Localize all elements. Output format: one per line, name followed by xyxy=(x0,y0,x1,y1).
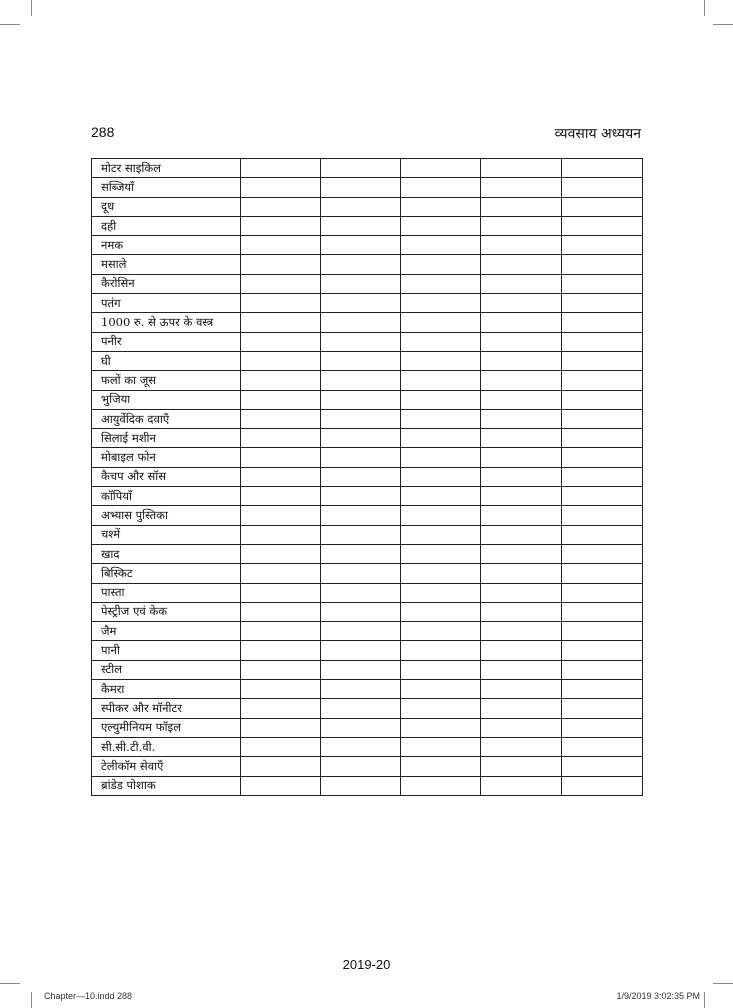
blank-cell xyxy=(401,757,481,776)
blank-cell xyxy=(481,544,562,563)
blank-cell xyxy=(321,564,401,583)
blank-cell xyxy=(241,776,321,795)
blank-cell xyxy=(481,776,562,795)
blank-cell xyxy=(241,602,321,621)
blank-cell xyxy=(481,680,562,699)
item-label: मोटर साइकिल xyxy=(92,159,241,178)
item-label: पानी xyxy=(92,641,241,660)
blank-cell xyxy=(401,390,481,409)
table-row xyxy=(92,525,643,544)
blank-cell xyxy=(562,294,643,313)
table-row xyxy=(92,313,643,332)
item-label: सब्जियाँ xyxy=(92,178,241,197)
blank-cell xyxy=(321,680,401,699)
blank-cell xyxy=(241,197,321,216)
item-label: मोबाइल फोन xyxy=(92,448,241,467)
blank-cell xyxy=(401,429,481,448)
item-label: मसाले xyxy=(92,255,241,274)
blank-cell xyxy=(321,757,401,776)
blank-cell xyxy=(321,429,401,448)
item-label: खाद xyxy=(92,544,241,563)
blank-cell xyxy=(241,216,321,235)
item-label: टेलीकॉम सेवाएँ xyxy=(92,757,241,776)
blank-cell xyxy=(562,718,643,737)
blank-cell xyxy=(401,506,481,525)
blank-cell xyxy=(562,409,643,428)
blank-cell xyxy=(562,602,643,621)
blank-cell xyxy=(481,429,562,448)
table-row xyxy=(92,718,643,737)
blank-cell xyxy=(321,660,401,679)
item-label: कैरोसिन xyxy=(92,274,241,293)
blank-cell xyxy=(481,371,562,390)
table-row xyxy=(92,178,643,197)
blank-cell xyxy=(562,390,643,409)
item-label: सी.सी.टी.वी. xyxy=(92,737,241,756)
table-row xyxy=(92,351,643,370)
item-label: पास्ता xyxy=(92,583,241,602)
blank-cell xyxy=(321,351,401,370)
blank-cell xyxy=(562,159,643,178)
blank-cell xyxy=(481,641,562,660)
blank-cell xyxy=(562,583,643,602)
blank-cell xyxy=(401,544,481,563)
table-row xyxy=(92,274,643,293)
item-label: दूध xyxy=(92,197,241,216)
print-slug-timestamp: 1/9/2019 3:02:35 PM xyxy=(616,991,700,1001)
blank-cell xyxy=(562,197,643,216)
table-row xyxy=(92,409,643,428)
blank-cell xyxy=(481,236,562,255)
blank-cell xyxy=(321,602,401,621)
blank-cell xyxy=(401,313,481,332)
blank-cell xyxy=(481,313,562,332)
blank-cell xyxy=(241,544,321,563)
blank-cell xyxy=(481,506,562,525)
blank-cell xyxy=(321,641,401,660)
blank-cell xyxy=(401,351,481,370)
item-label: कैमरा xyxy=(92,680,241,699)
blank-cell xyxy=(241,564,321,583)
blank-cell xyxy=(321,525,401,544)
crop-mark xyxy=(31,992,32,1008)
blank-cell xyxy=(481,737,562,756)
blank-cell xyxy=(481,294,562,313)
blank-cell xyxy=(401,718,481,737)
item-label: स्टील xyxy=(92,660,241,679)
table-row xyxy=(92,757,643,776)
blank-cell xyxy=(562,737,643,756)
blank-cell xyxy=(401,776,481,795)
blank-cell xyxy=(401,525,481,544)
table-row xyxy=(92,448,643,467)
blank-cell xyxy=(241,622,321,641)
item-label: सिलाई मशीन xyxy=(92,429,241,448)
blank-cell xyxy=(401,622,481,641)
blank-cell xyxy=(562,641,643,660)
blank-cell xyxy=(481,178,562,197)
item-label: जैम xyxy=(92,622,241,641)
blank-cell xyxy=(562,525,643,544)
blank-cell xyxy=(241,371,321,390)
blank-cell xyxy=(401,274,481,293)
item-label: पतंग xyxy=(92,294,241,313)
table-row xyxy=(92,487,643,506)
blank-cell xyxy=(241,448,321,467)
blank-cell xyxy=(401,467,481,486)
table-row xyxy=(92,371,643,390)
blank-cell xyxy=(562,332,643,351)
table-row xyxy=(92,699,643,718)
blank-cell xyxy=(321,467,401,486)
blank-cell xyxy=(241,757,321,776)
blank-cell xyxy=(562,660,643,679)
blank-cell xyxy=(321,776,401,795)
item-label: एल्युमीनियम फॉइल xyxy=(92,718,241,737)
blank-cell xyxy=(562,371,643,390)
table-row xyxy=(92,737,643,756)
blank-cell xyxy=(241,506,321,525)
item-label: स्पीकर और मॉनीटर xyxy=(92,699,241,718)
blank-cell xyxy=(481,216,562,235)
table-row xyxy=(92,332,643,351)
blank-cell xyxy=(562,506,643,525)
blank-cell xyxy=(562,544,643,563)
blank-cell xyxy=(321,544,401,563)
blank-cell xyxy=(241,409,321,428)
blank-cell xyxy=(321,294,401,313)
blank-cell xyxy=(321,622,401,641)
blank-cell xyxy=(321,159,401,178)
blank-cell xyxy=(401,583,481,602)
blank-cell xyxy=(401,487,481,506)
blank-cell xyxy=(241,313,321,332)
blank-cell xyxy=(481,448,562,467)
item-label: कॉपियाँ xyxy=(92,487,241,506)
blank-cell xyxy=(401,448,481,467)
table-row xyxy=(92,602,643,621)
blank-cell xyxy=(321,332,401,351)
blank-cell xyxy=(562,564,643,583)
crop-mark xyxy=(713,24,733,25)
blank-cell xyxy=(321,448,401,467)
blank-cell xyxy=(481,409,562,428)
blank-cell xyxy=(481,351,562,370)
blank-cell xyxy=(401,197,481,216)
item-label: बिस्किट xyxy=(92,564,241,583)
blank-cell xyxy=(401,371,481,390)
blank-cell xyxy=(401,699,481,718)
blank-cell xyxy=(321,583,401,602)
table-row xyxy=(92,583,643,602)
blank-cell xyxy=(481,660,562,679)
blank-cell xyxy=(321,506,401,525)
blank-cell xyxy=(241,699,321,718)
blank-cell xyxy=(481,274,562,293)
blank-cell xyxy=(481,255,562,274)
blank-cell xyxy=(241,583,321,602)
table-row xyxy=(92,622,643,641)
page-number: 288 xyxy=(91,124,115,140)
item-label: चश्में xyxy=(92,525,241,544)
blank-cell xyxy=(562,178,643,197)
blank-cell xyxy=(562,776,643,795)
blank-cell xyxy=(321,236,401,255)
blank-cell xyxy=(241,159,321,178)
blank-cell xyxy=(241,390,321,409)
blank-cell xyxy=(562,487,643,506)
blank-cell xyxy=(241,487,321,506)
blank-cell xyxy=(562,699,643,718)
blank-cell xyxy=(562,448,643,467)
blank-cell xyxy=(321,216,401,235)
blank-cell xyxy=(562,622,643,641)
blank-cell xyxy=(321,409,401,428)
edition-year: 2019-20 xyxy=(342,957,391,972)
blank-cell xyxy=(241,351,321,370)
blank-cell xyxy=(401,660,481,679)
table-row xyxy=(92,641,643,660)
blank-cell xyxy=(241,467,321,486)
blank-cell xyxy=(241,660,321,679)
crop-mark xyxy=(704,992,705,1008)
blank-cell xyxy=(481,197,562,216)
crop-mark xyxy=(31,0,32,16)
item-label: दही xyxy=(92,216,241,235)
blank-cell xyxy=(481,332,562,351)
blank-cell xyxy=(562,216,643,235)
items-table-body xyxy=(92,159,643,796)
item-label: घी xyxy=(92,351,241,370)
blank-cell xyxy=(241,255,321,274)
blank-cell xyxy=(321,737,401,756)
item-label: नमक xyxy=(92,236,241,255)
table-row xyxy=(92,429,643,448)
blank-cell xyxy=(241,680,321,699)
blank-cell xyxy=(241,274,321,293)
blank-cell xyxy=(241,429,321,448)
blank-cell xyxy=(481,159,562,178)
crop-mark xyxy=(0,24,20,25)
crop-mark xyxy=(704,0,705,16)
blank-cell xyxy=(401,737,481,756)
blank-cell xyxy=(562,680,643,699)
running-head: व्यवसाय अध्ययन xyxy=(554,126,641,142)
blank-cell xyxy=(241,178,321,197)
table-row xyxy=(92,197,643,216)
blank-cell xyxy=(321,274,401,293)
table-row xyxy=(92,660,643,679)
blank-cell xyxy=(241,641,321,660)
blank-cell xyxy=(401,294,481,313)
crop-mark xyxy=(0,983,20,984)
item-label: कैचप और सॉस xyxy=(92,467,241,486)
table-row xyxy=(92,390,643,409)
blank-cell xyxy=(401,602,481,621)
blank-cell xyxy=(481,602,562,621)
blank-cell xyxy=(321,390,401,409)
blank-cell xyxy=(562,236,643,255)
blank-cell xyxy=(321,255,401,274)
blank-cell xyxy=(481,525,562,544)
blank-cell xyxy=(241,236,321,255)
print-slug-file: Chapter—10.indd 288 xyxy=(44,991,133,1001)
blank-cell xyxy=(401,332,481,351)
blank-cell xyxy=(481,622,562,641)
item-label: आयुर्वेदिक दवाएँ xyxy=(92,409,241,428)
blank-cell xyxy=(321,197,401,216)
table-row xyxy=(92,467,643,486)
blank-cell xyxy=(562,757,643,776)
blank-cell xyxy=(321,718,401,737)
blank-cell xyxy=(241,737,321,756)
blank-cell xyxy=(241,718,321,737)
table-row xyxy=(92,776,643,795)
blank-cell xyxy=(321,178,401,197)
blank-cell xyxy=(401,216,481,235)
blank-cell xyxy=(481,718,562,737)
table-row xyxy=(92,255,643,274)
blank-cell xyxy=(401,159,481,178)
blank-cell xyxy=(562,429,643,448)
item-label: भुजिया xyxy=(92,390,241,409)
blank-cell xyxy=(241,525,321,544)
blank-cell xyxy=(481,757,562,776)
blank-cell xyxy=(481,564,562,583)
blank-cell xyxy=(321,487,401,506)
blank-cell xyxy=(481,583,562,602)
blank-cell xyxy=(481,467,562,486)
blank-cell xyxy=(481,487,562,506)
item-label: अभ्यास पुस्तिका xyxy=(92,506,241,525)
blank-cell xyxy=(401,680,481,699)
blank-cell xyxy=(401,255,481,274)
blank-cell xyxy=(321,371,401,390)
blank-cell xyxy=(401,236,481,255)
blank-cell xyxy=(321,699,401,718)
table-row xyxy=(92,294,643,313)
blank-cell xyxy=(241,294,321,313)
blank-cell xyxy=(401,409,481,428)
blank-cell xyxy=(481,390,562,409)
item-label: ब्रांडेड पोशाक xyxy=(92,776,241,795)
item-label: 1000 रु. से ऊपर के वस्त्र xyxy=(92,313,241,332)
blank-cell xyxy=(321,313,401,332)
blank-cell xyxy=(562,351,643,370)
item-label: पेस्ट्रीज एवं केक xyxy=(92,602,241,621)
table-row xyxy=(92,544,643,563)
crop-mark xyxy=(713,983,733,984)
table-row xyxy=(92,506,643,525)
table-row xyxy=(92,216,643,235)
blank-cell xyxy=(401,178,481,197)
blank-cell xyxy=(401,641,481,660)
blank-cell xyxy=(481,699,562,718)
items-table xyxy=(91,158,643,796)
item-label: फलों का जूस xyxy=(92,371,241,390)
table-row xyxy=(92,159,643,178)
blank-cell xyxy=(562,274,643,293)
blank-cell xyxy=(562,313,643,332)
table-row xyxy=(92,680,643,699)
blank-cell xyxy=(562,467,643,486)
blank-cell xyxy=(562,255,643,274)
table-row xyxy=(92,236,643,255)
table-row xyxy=(92,564,643,583)
blank-cell xyxy=(241,332,321,351)
blank-cell xyxy=(401,564,481,583)
item-label: पनीर xyxy=(92,332,241,351)
